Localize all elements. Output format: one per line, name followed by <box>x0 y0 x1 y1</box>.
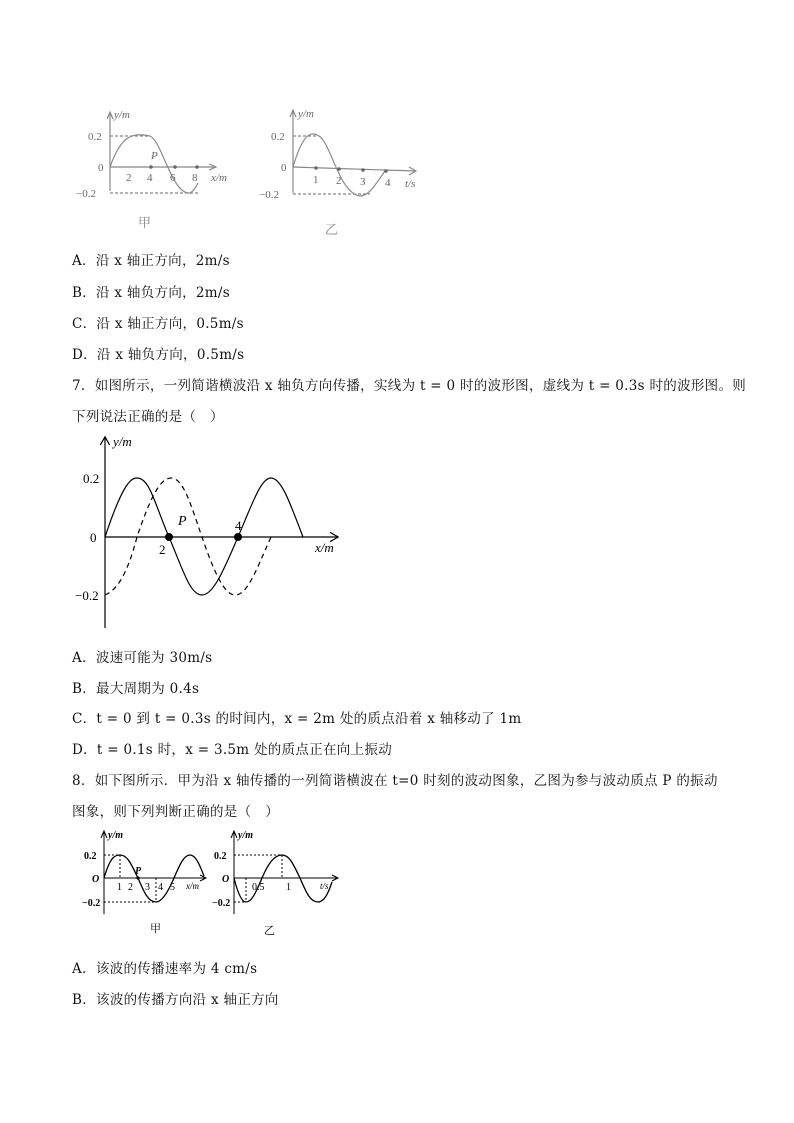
q6-jia-x-axis-label: x/m <box>211 172 227 184</box>
q6-jia-origin-label: 0 <box>98 162 104 174</box>
q8-yi-origin-label: O <box>222 874 230 885</box>
q6-yi-y-bottom-label: −0.2 <box>259 189 279 201</box>
q7-x-axis-label: x/m <box>315 540 334 555</box>
q8-yi-tick-0-5: 0.5 <box>252 882 265 893</box>
q8-jia-tick-4: 4 <box>158 882 163 893</box>
q8-stem-line2: 图象，则下列判断正确的是（ ） <box>72 804 279 820</box>
q8-figure-jia <box>82 828 210 940</box>
q7-y-bottom-label: −0.2 <box>75 588 99 603</box>
q6-jia-y-top-label: 0.2 <box>88 131 102 143</box>
q6-yi-x-axis-label: t/s <box>405 178 416 190</box>
q6-figure-yi <box>255 105 435 240</box>
q8-jia-y-bottom-label: −0.2 <box>82 898 101 909</box>
q6-jia-tick-4: 4 <box>147 172 153 184</box>
q6-option-d: D．沿 x 轴负方向，0.5m/s <box>72 347 245 363</box>
q8-yi-y-axis-label: y/m <box>238 830 253 841</box>
q8-jia-x-axis-label: x/m <box>186 881 199 891</box>
q8-option-b: B．该波的传播方向沿 x 轴正方向 <box>72 992 279 1008</box>
q7-y-axis-label: y/m <box>113 434 132 449</box>
q7-origin-label: 0 <box>90 530 97 545</box>
q8-stem-line1: 8．如下图所示．甲为沿 x 轴传播的一列简谐横波在 t=0 时刻的波动图象，乙图为参与波动质点 P 的振动 <box>72 773 718 789</box>
q6-yi-origin-label: 0 <box>281 162 287 174</box>
q7-y-top-label: 0.2 <box>83 471 100 486</box>
q6-jia-caption: 甲 <box>138 215 152 230</box>
q8-option-a: A．该波的传播速率为 4 cm/s <box>72 961 258 977</box>
q8-jia-y-axis-label: y/m <box>108 830 123 841</box>
q6-jia-y-axis-label: y/m <box>114 109 130 121</box>
q8-jia-y-top-label: 0.2 <box>84 851 97 862</box>
q8-figure-yi <box>212 828 342 940</box>
q6-yi-tick-4: 4 <box>385 177 391 189</box>
q6-jia-y-bottom-label: −0.2 <box>76 188 96 200</box>
q7-option-a: A．波速可能为 30m/s <box>72 650 213 666</box>
q6-figure-jia <box>70 105 250 235</box>
q8-yi-caption: 乙 <box>264 925 275 937</box>
q7-wave-figure <box>75 430 355 635</box>
q6-option-b: B．沿 x 轴负方向，2m/s <box>72 285 230 301</box>
q6-option-c: C．沿 x 轴正方向，0.5m/s <box>72 316 244 332</box>
q7-option-d: D．t = 0.1s 时，x = 3.5m 处的质点正在向上振动 <box>72 742 393 758</box>
q7-tick-2: 2 <box>159 542 166 557</box>
q6-option-a: A．沿 x 轴正方向，2m/s <box>72 253 230 269</box>
q8-yi-y-bottom-label: −0.2 <box>212 898 231 909</box>
q8-yi-x-axis-label: t/s <box>320 881 329 891</box>
q6-yi-y-axis-label: y/m <box>298 108 314 120</box>
q8-jia-origin-label: O <box>92 874 100 885</box>
q8-jia-tick-2: 2 <box>128 882 133 893</box>
q8-jia-tick-1: 1 <box>117 882 122 893</box>
q6-yi-y-top-label: 0.2 <box>271 131 285 143</box>
q7-tick-4: 4 <box>235 518 242 533</box>
q6-jia-tick-8: 8 <box>192 172 198 184</box>
q6-jia-tick-2: 2 <box>126 172 132 184</box>
q7-point-label: P <box>178 514 187 529</box>
q6-yi-tick-3: 3 <box>360 176 366 188</box>
q6-yi-caption: 乙 <box>325 222 339 237</box>
q6-jia-point-label: P <box>151 150 158 162</box>
q8-yi-y-top-label: 0.2 <box>214 851 227 862</box>
q8-jia-point-label: P <box>135 866 142 877</box>
q8-jia-tick-5: 5 <box>170 882 175 893</box>
q7-option-b: B．最大周期为 0.4s <box>72 681 200 697</box>
q6-jia-tick-6: 6 <box>170 172 176 184</box>
q7-stem-line2: 下列说法正确的是（ ） <box>72 409 224 425</box>
q7-option-c: C．t = 0 到 t = 0.3s 的时间内，x = 2m 处的质点沿着 x 轴移动了 1m <box>72 711 522 727</box>
q8-jia-tick-3: 3 <box>145 882 150 893</box>
q6-yi-tick-2: 2 <box>336 175 342 187</box>
q8-yi-tick-1: 1 <box>286 882 291 893</box>
q6-yi-tick-1: 1 <box>313 174 319 186</box>
q8-jia-caption: 甲 <box>150 923 161 935</box>
q7-stem-line1: 7．如图所示，一列简谐横波沿 x 轴负方向传播，实线为 t = 0 时的波形图，虚线为 t = 0.3s 时的波形图。则 <box>72 378 747 394</box>
